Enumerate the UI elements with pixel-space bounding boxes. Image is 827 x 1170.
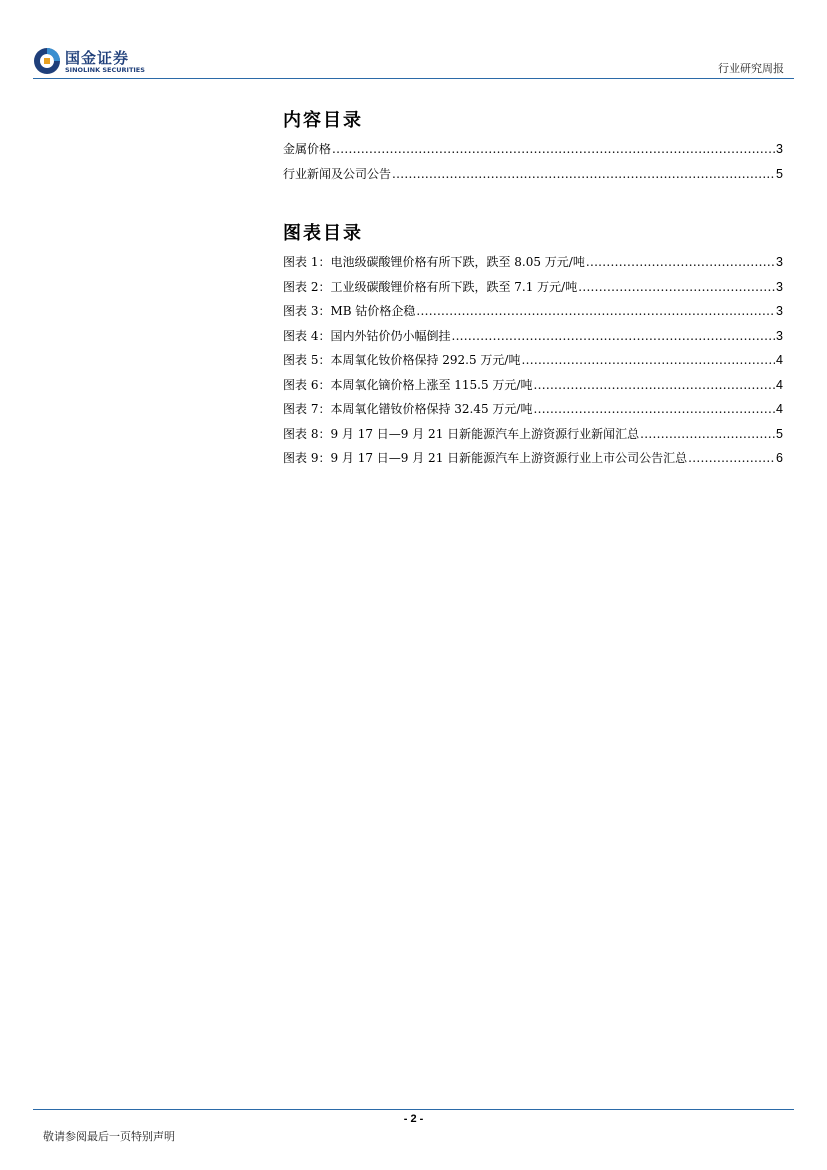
figure-entry-page: 4 [776, 353, 783, 367]
figure-entry-page: 5 [776, 426, 783, 441]
figure-entry-label: 图表 7：本周氧化镨钕价格保持 32.45 万元/吨 [283, 402, 533, 416]
figure-entry-page: 3 [776, 328, 783, 343]
figure-entry[interactable] [283, 253, 783, 278]
logo-english-name: SINOLINK SECURITIES [65, 66, 145, 74]
figure-entry[interactable] [283, 400, 783, 425]
footer-disclaimer: 敬请参阅最后一页特别声明 [43, 1130, 175, 1143]
figures-list [283, 253, 783, 474]
figure-entry-page: 4 [776, 377, 783, 392]
dot-leader [533, 378, 775, 392]
dot-leader [533, 402, 775, 416]
report-type-label: 行业研究周报 [718, 62, 784, 75]
figure-entry-label: 图表 2：工业级碳酸锂价格有所下跌，跌至 7.1 万元/吨 [283, 279, 578, 294]
toc-entry-label: 金属价格 [283, 142, 332, 156]
dot-leader [392, 167, 775, 181]
dot-leader [640, 427, 775, 441]
company-logo [33, 47, 163, 77]
dot-leader [586, 255, 775, 269]
toc-entry-page: 3 [776, 142, 783, 156]
contents-list [283, 140, 783, 189]
figure-entry-label: 图表 4：国内外钴价仍小幅倒挂 [283, 328, 451, 343]
figure-entry[interactable] [283, 302, 783, 327]
figure-entry-label: 图表 5：本周氧化钕价格保持 292.5 万元/吨 [283, 353, 521, 367]
dot-leader [521, 353, 775, 367]
dot-leader [451, 329, 775, 343]
dot-leader [688, 451, 775, 465]
dot-leader [578, 280, 775, 294]
contents-title: 内容目录 [283, 110, 363, 131]
figure-entry-page: 4 [776, 402, 783, 416]
logo-chinese-name: 国金证券 [65, 49, 130, 67]
header-divider [33, 78, 794, 79]
figure-entry-page: 3 [776, 279, 783, 294]
figure-entry-label: 图表 1：电池级碳酸锂价格有所下跌，跌至 8.05 万元/吨 [283, 255, 585, 269]
figure-entry[interactable] [283, 376, 783, 401]
toc-entry-page: 5 [776, 166, 783, 181]
figure-entry[interactable] [283, 327, 783, 352]
figures-title: 图表目录 [283, 223, 363, 244]
figure-entry[interactable] [283, 351, 783, 376]
toc-entry[interactable] [283, 165, 783, 190]
figure-entry-page: 3 [776, 304, 783, 318]
footer-divider [33, 1109, 794, 1110]
figure-entry-page: 3 [776, 255, 783, 269]
figure-entry[interactable] [283, 278, 783, 303]
table-of-contents [283, 108, 783, 474]
toc-entry[interactable] [283, 140, 783, 165]
figure-entry-label: 图表 6：本周氧化镝价格上涨至 115.5 万元/吨 [283, 377, 533, 392]
dot-leader [332, 142, 775, 156]
figure-entry-page: 6 [776, 451, 783, 465]
sinolink-logo-icon [33, 47, 61, 75]
figure-entry-label: 图表 3：MB 钴价格企稳 [283, 304, 416, 318]
figure-entry-label: 图表 8：9 月 17 日—9 月 21 日新能源汽车上游资源行业新闻汇总 [283, 426, 640, 441]
page-header [0, 0, 827, 80]
dot-leader [416, 304, 775, 318]
page-number: - 2 - [403, 1113, 424, 1125]
toc-entry-label: 行业新闻及公司公告 [283, 166, 392, 181]
figure-entry-label: 图表 9：9 月 17 日—9 月 21 日新能源汽车上游资源行业上市公司公告汇总 [283, 451, 688, 465]
figure-entry[interactable] [283, 449, 783, 474]
figure-entry[interactable] [283, 425, 783, 450]
